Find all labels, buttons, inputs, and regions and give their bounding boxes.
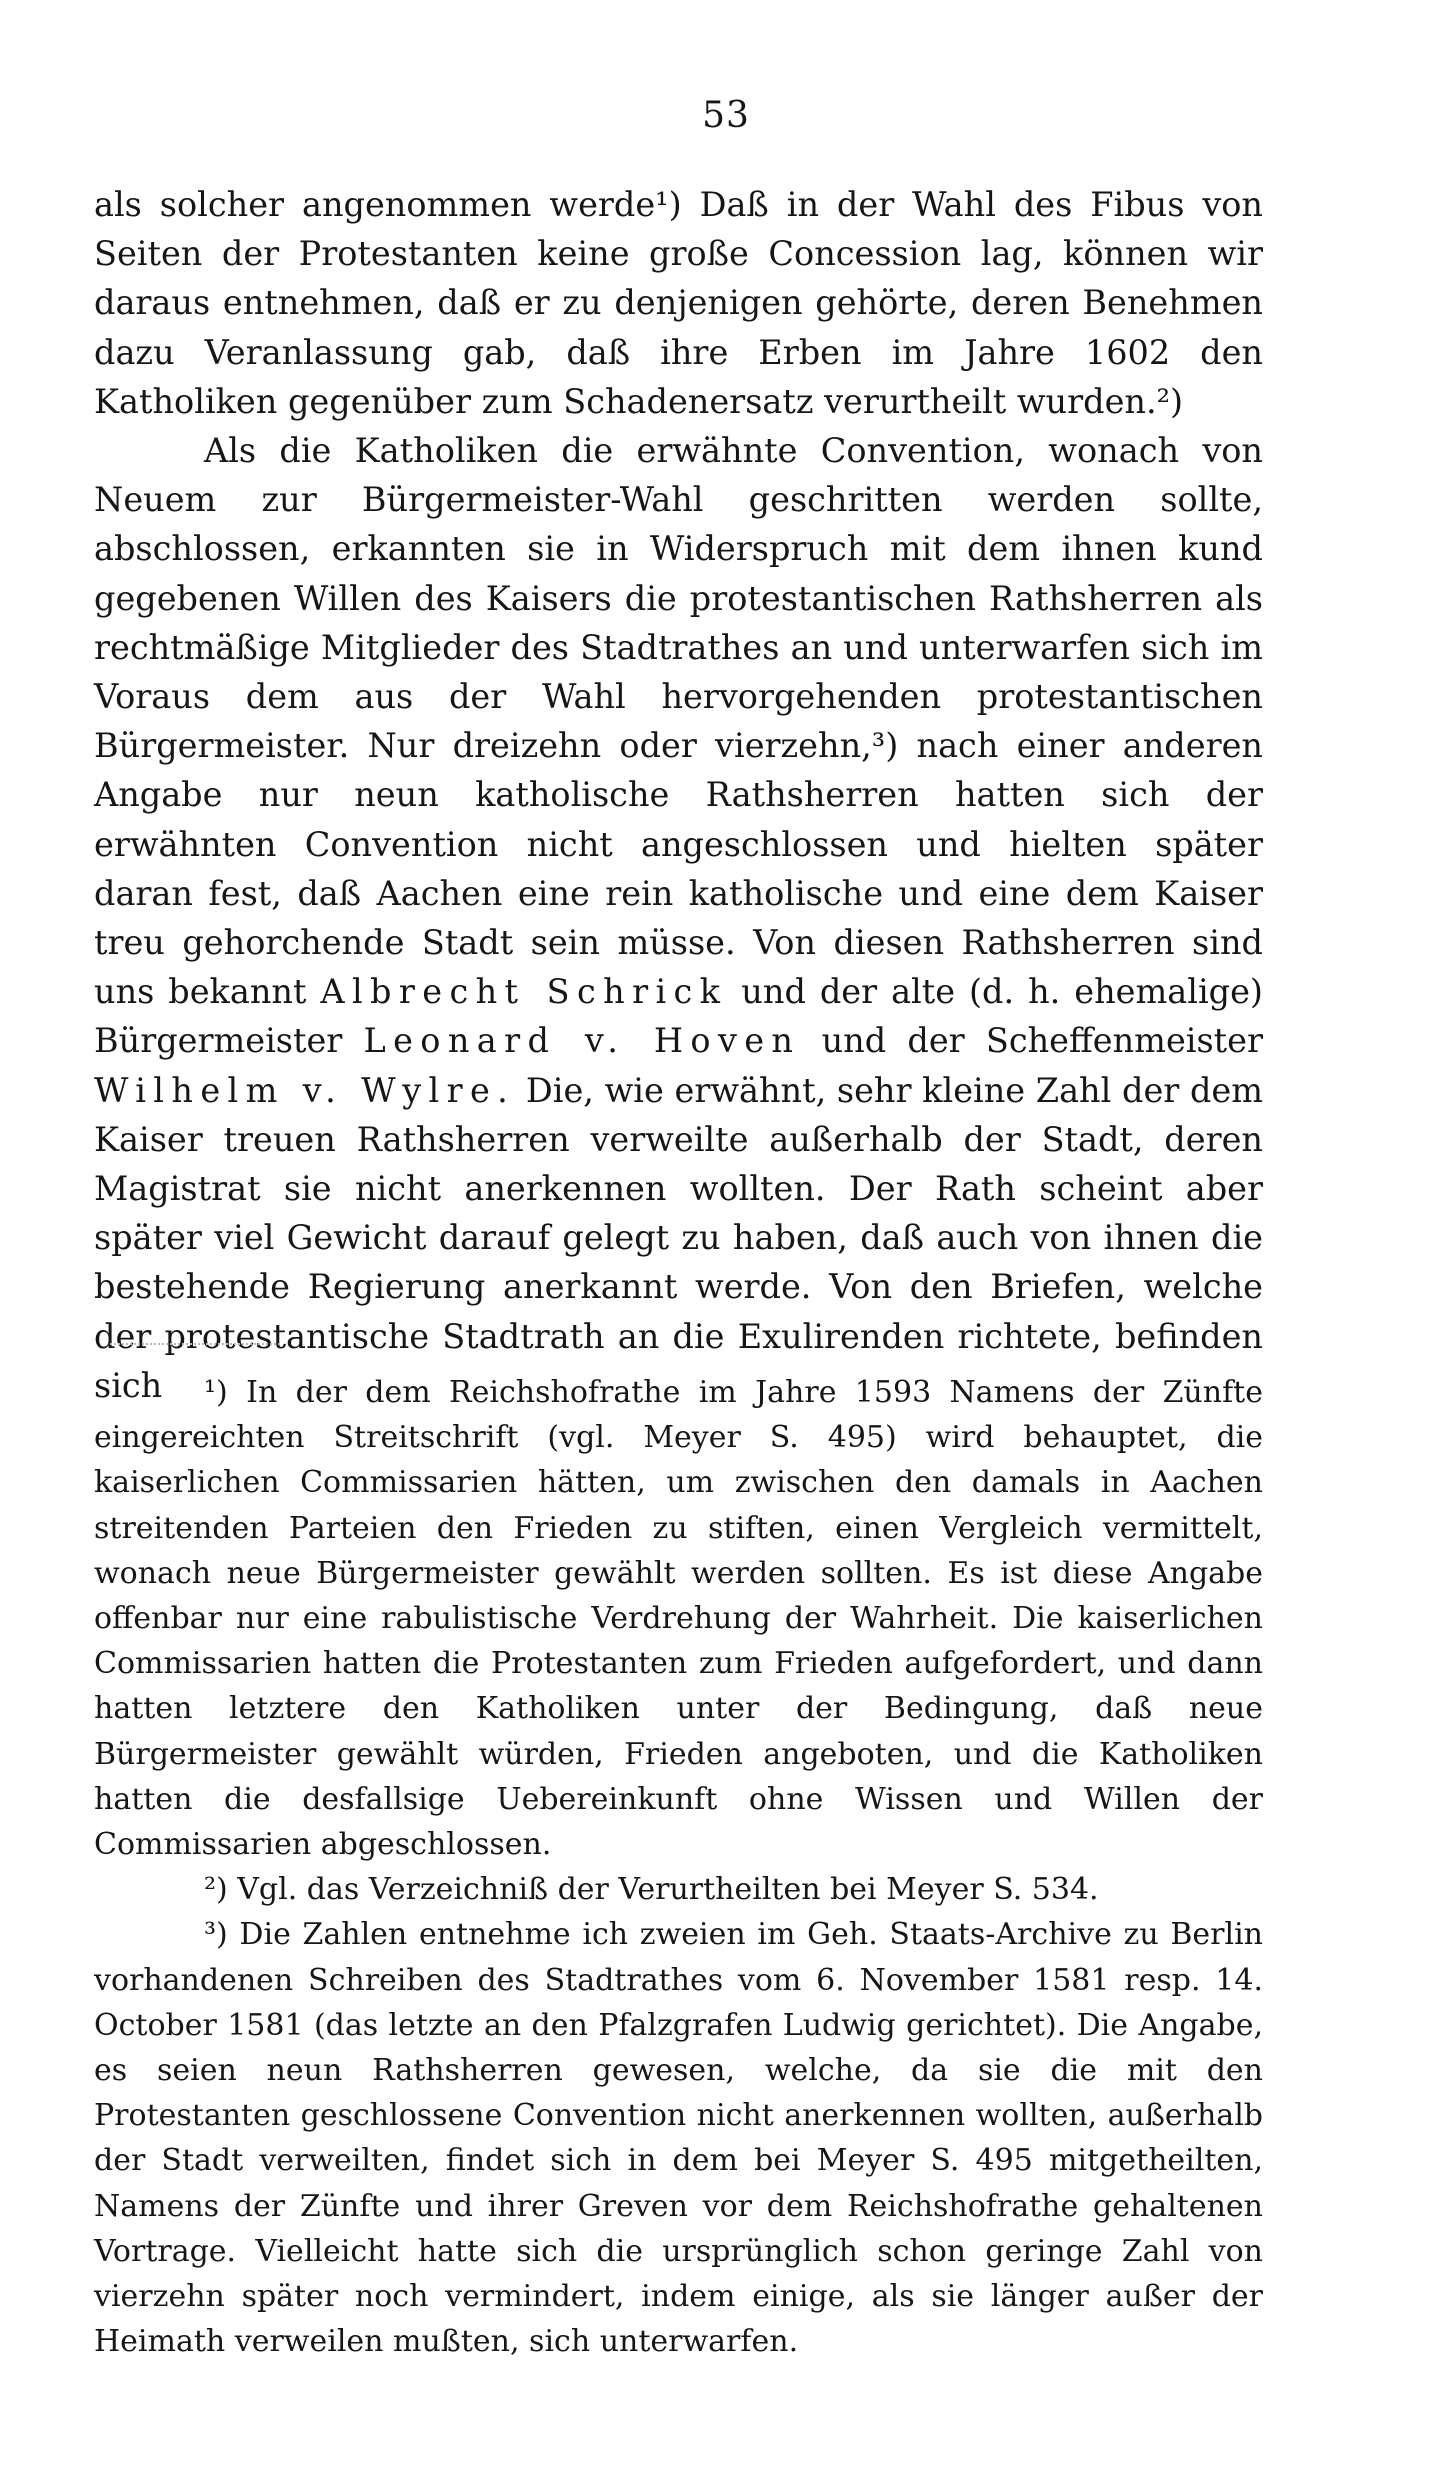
footnote-3: ³) Die Zahlen entnehme ich zweien im Geh. Staats-Archive zu Berlin vorhandenen Schreiben des Stadtrathes vom 6. November 1581 resp. 14. October 1581 (das letzte an den Pfalzgrafen Ludwig gerichtet). Die Angabe, es seien neun Rathsherren gewesen, welche, da sie die mit den Protestanten geschlossene Convention nicht anerkennen wollten, außerhalb der Stadt verweilten, findet sich in dem bei Meyer S. 495 mitgetheilten, Namens der Zünfte und ihrer Greven vor dem Reichshofrathe gehaltenen Vortrage. Vielleicht hatte sich die ursprünglich schon geringe Zahl von vierzehn später noch vermindert, indem einige, als sie länger außer der Heimath verweilen mußten, sich unterwarfen. [94,1917,1263,2360]
footnote-1: ¹) In der dem Reichshofrathe im Jahre 1593 Namens der Zünfte eingereichten Streitschrift (vgl. Meyer S. 495) wird behauptet, die kaiserlichen Commissarien hätten, um zwischen den damals in Aachen streitenden Parteien den Frieden zu stiften, einen Vergleich vermittelt, wonach neue Bürgermeister gewählt werden sollten. Es ist diese Angabe offenbar nur eine rabulistische Verdrehung der Wahrheit. Die kaiserlichen Commissarien hatten die Protestanten zum Frieden aufgefordert, und dann hatten letztere den Katholiken unter der Bedingung, daß neue Bürgermeister gewählt würden, Frieden angeboten, und die Katholiken hatten die desfallsige Uebereinkunft ohne Wissen und Willen der Commissarien abgeschlossen. [94,1375,1263,1863]
main-text [94,180,1263,1410]
paragraph-2-part-a: Als die Katholiken die erwähnte Convention, wonach von Neuem zur Bürgermeister-Wahl geschritten werden sollte, abschlossen, erkannten sie in Widerspruch mit dem ihnen kund gegebenen Willen des Kaisers die protestantischen Rathsherren als rechtmäßige Mitglieder des Stadtrathes an und unterwarfen sich im Voraus dem aus der Wahl hervorgehenden protestantischen Bürgermeister. Nur dreizehn oder vierzehn,³) nach einer anderen Angabe nur neun katholische Rathsherren hatten sich der erwähnten Convention nicht angeschlossen und hielten später daran fest, daß Aachen eine rein katholische und eine dem Kaiser treu gehorchende Stadt sein müsse. Von diesen Rathsherren sind uns bekannt [94,431,1263,1012]
paragraph-2-part-d: Die, wie erwähnt, sehr kleine Zahl der dem Kaiser treuen Rathsherren verweilte außerhalb der Stadt, deren Magistrat sie nicht anerkennen wollten. Der Rath scheint aber später viel Gewicht darauf gelegt zu haben, daß auch von ihnen die bestehende Regierung anerkannt werde. Von den Briefen, welche der protestantische Stadtrath an die Exulirenden richtete, befinden sich [94,1070,1264,1405]
person-name-hoven: Leonard v. Hoven [363,1021,801,1061]
paragraph-2-part-b: und der alte (d. h. ehemalige) Bürgermeister [94,972,1263,1061]
page-number: 53 [702,95,750,136]
paragraph-1: als solcher angenommen werde¹) Daß in der Wahl des Fibus von Seiten der Protestanten keine große Concession lag, können wir daraus entnehmen, daß er zu denjenigen gehörte, deren Benehmen dazu Veranlassung gab, daß ihre Erben im Jahre 1602 den Katholiken gegenüber zum Schadenersatz verurtheilt wurden.²) [94,185,1263,421]
paragraph-2-part-c: und der Scheffenmeister [821,1021,1263,1061]
person-name-wylre: Wilhelm v. Wylre. [94,1070,516,1110]
footnote-2: ²) Vgl. das Verzeichniß der Verurtheilten bei Meyer S. 534. [204,1872,1099,1908]
paragraph-2 [94,426,1263,1410]
footnote-divider [110,1343,280,1345]
person-name-schrick: Albrecht Schrick [320,972,728,1012]
footnotes [94,1370,1263,2364]
